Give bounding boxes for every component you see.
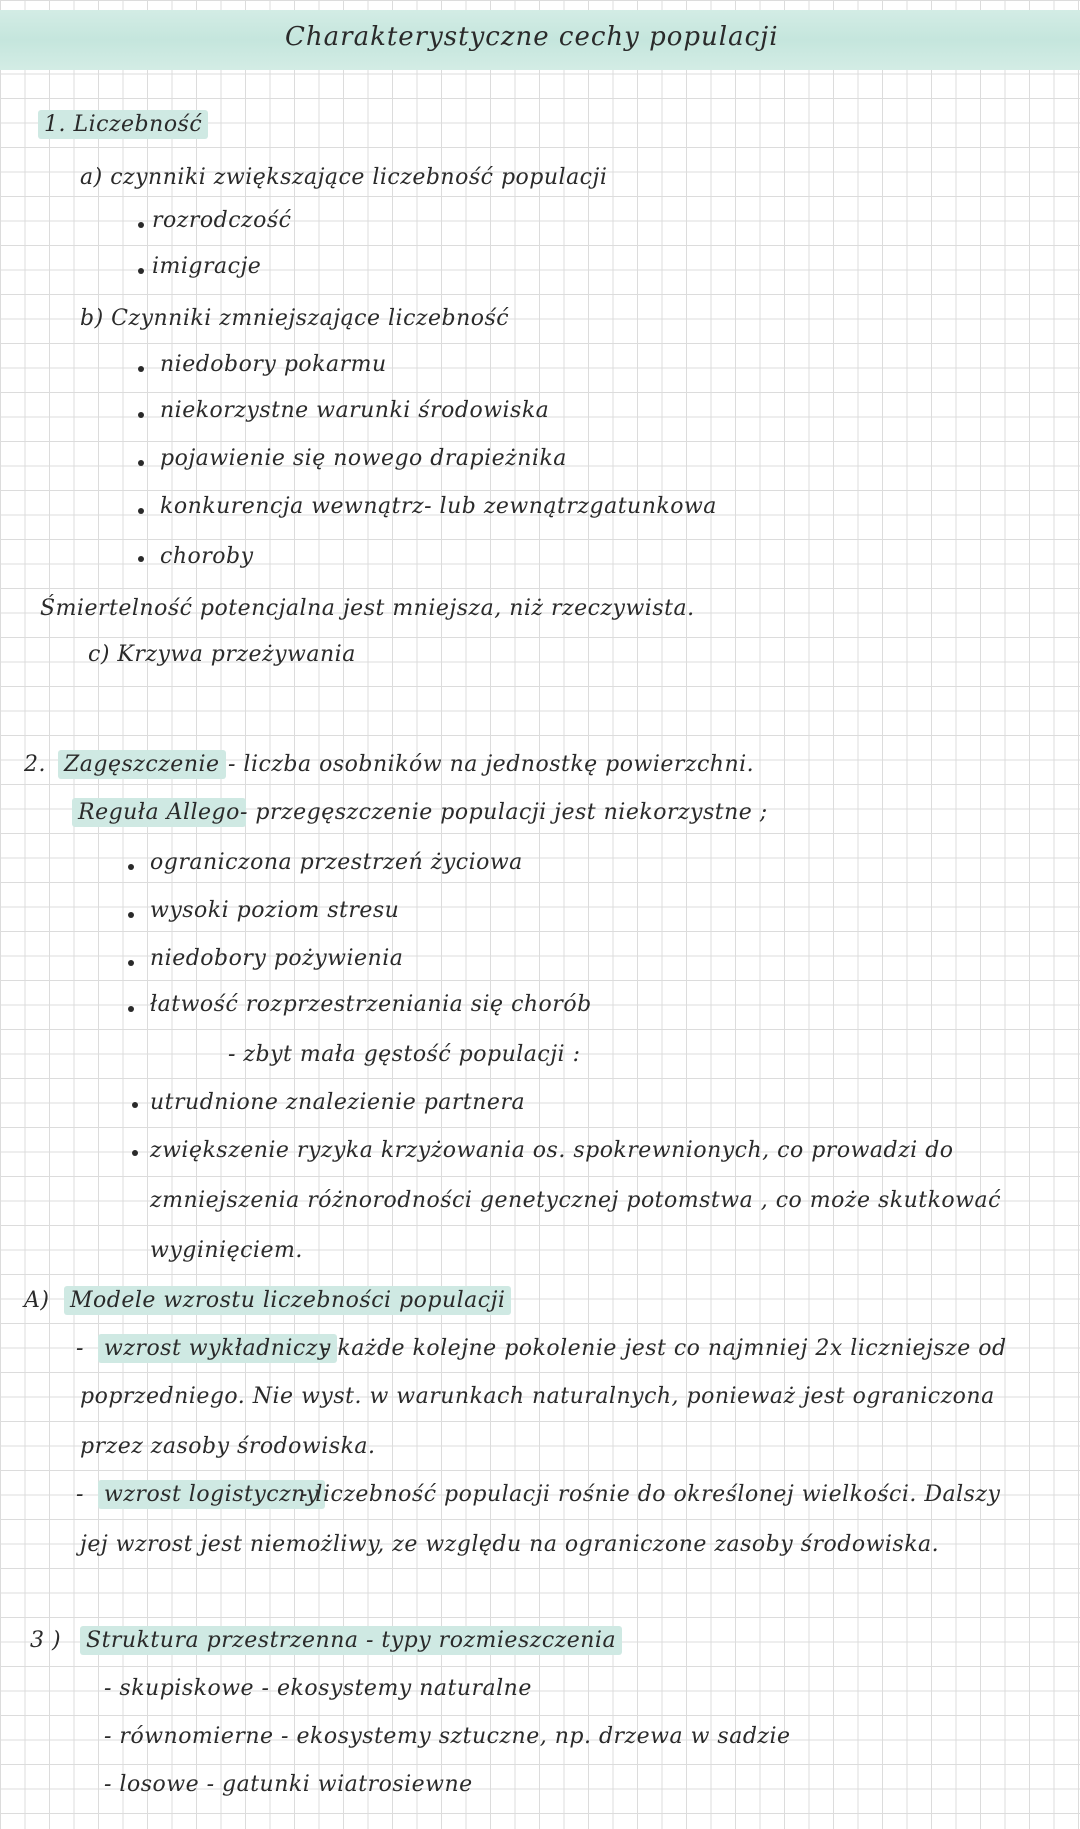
bullet (128, 912, 134, 918)
distribution-item: - losowe - gatunki wiatrosiewne (104, 1772, 473, 1797)
low-risk-line: zmniejszenia różnorodności genetycznej potomstwa , co może skutkować (150, 1188, 1001, 1213)
section-2-number: 2. (24, 752, 46, 777)
bullet (138, 268, 144, 274)
rule-item: ograniczona przestrzeń życiowa (150, 850, 523, 875)
exp-label-text: wzrost wykładniczy (98, 1334, 337, 1363)
low-risk-line: wyginięciem. (150, 1238, 303, 1263)
bullet (138, 460, 144, 466)
bullet (138, 222, 144, 228)
section-3-number: 3 ) (30, 1628, 62, 1653)
exp-dash: - (76, 1336, 84, 1361)
rule-item: łatwość rozprzestrzeniania się chorób (150, 992, 592, 1017)
bullet (138, 508, 144, 514)
bullet (132, 1102, 138, 1108)
exp-line: przez zasoby środowiska. (80, 1434, 376, 1459)
distribution-item: - równomierne - ekosystemy sztuczne, np. drzewa w sadzie (104, 1724, 791, 1749)
rule-item: niedobory pożywienia (150, 946, 404, 971)
exp-line: - każde kolejne pokolenie jest co najmniej 2x liczniejsze od (322, 1336, 1007, 1361)
section-1-heading-text: 1. Liczebność (38, 110, 208, 139)
exp-line: poprzedniego. Nie wyst. w warunkach naturalnych, ponieważ jest ograniczona (80, 1384, 995, 1409)
s1-note: Śmiertelność potencjalna jest mniejsza, niż rzeczywista. (40, 596, 695, 621)
bullet (138, 556, 144, 562)
s1-b-item: niekorzystne warunki środowiska (160, 398, 550, 423)
s1-a: a) czynniki zwiększające liczebność populacji (80, 165, 608, 190)
s1-b: b) Czynniki zmniejszające liczebność (80, 306, 510, 331)
page-title: Charakterystyczne cechy populacji (285, 22, 779, 52)
bullet (138, 412, 144, 418)
section-2-heading-text: Zagęszczenie (58, 750, 226, 779)
bullet (132, 1150, 138, 1156)
log-line: - liczebność populacji rośnie do określonej wielkości. Dalszy (300, 1482, 1001, 1507)
bullet (128, 864, 134, 870)
low-risk-line: zwiększenie ryzyka krzyżowania os. spokrewnionych, co prowadzi do (150, 1138, 954, 1163)
bullet (138, 366, 144, 372)
s1-b-item: choroby (160, 544, 254, 569)
log-label-text: wzrost logistyczny (98, 1480, 325, 1509)
section-3-heading (80, 1628, 622, 1653)
rule-label-text: Reguła Allego (72, 798, 246, 827)
section-2-heading (58, 752, 226, 777)
s1-b-item: niedobory pokarmu (160, 352, 387, 377)
log-dash: - (76, 1482, 84, 1507)
s1-b-item: pojawienie się nowego drapieżnika (160, 446, 567, 471)
rule-label (72, 800, 246, 825)
low-density: - zbyt mała gęstość populacji : (228, 1042, 581, 1067)
section-A-number: A) (24, 1288, 50, 1313)
section-3-heading-text: Struktura przestrzenna - typy rozmieszczenia (80, 1626, 622, 1655)
low-item: utrudnione znalezienie partnera (150, 1090, 526, 1115)
section-A-heading (64, 1288, 511, 1313)
log-label (98, 1482, 325, 1507)
s1-a-item: rozrodczość (152, 208, 292, 233)
bullet (128, 960, 134, 966)
s1-b-item: konkurencja wewnątrz- lub zewnątrzgatunkowa (160, 494, 717, 519)
rule-text: - przegęszczenie populacji jest niekorzystne ; (240, 800, 768, 825)
s1-c: c) Krzywa przeżywania (88, 642, 356, 667)
rule-item: wysoki poziom stresu (150, 898, 400, 923)
s1-a-item: imigracje (152, 254, 262, 279)
log-line: jej wzrost jest niemożliwy, ze względu na ograniczone zasoby środowiska. (80, 1532, 940, 1557)
section-1-heading (38, 112, 208, 137)
exp-label (98, 1336, 337, 1361)
s2-def: - liczba osobników na jednostkę powierzchni. (228, 752, 755, 777)
distribution-item: - skupiskowe - ekosystemy naturalne (104, 1676, 532, 1701)
bullet (128, 1006, 134, 1012)
section-A-heading-text: Modele wzrostu liczebności populacji (64, 1286, 511, 1315)
